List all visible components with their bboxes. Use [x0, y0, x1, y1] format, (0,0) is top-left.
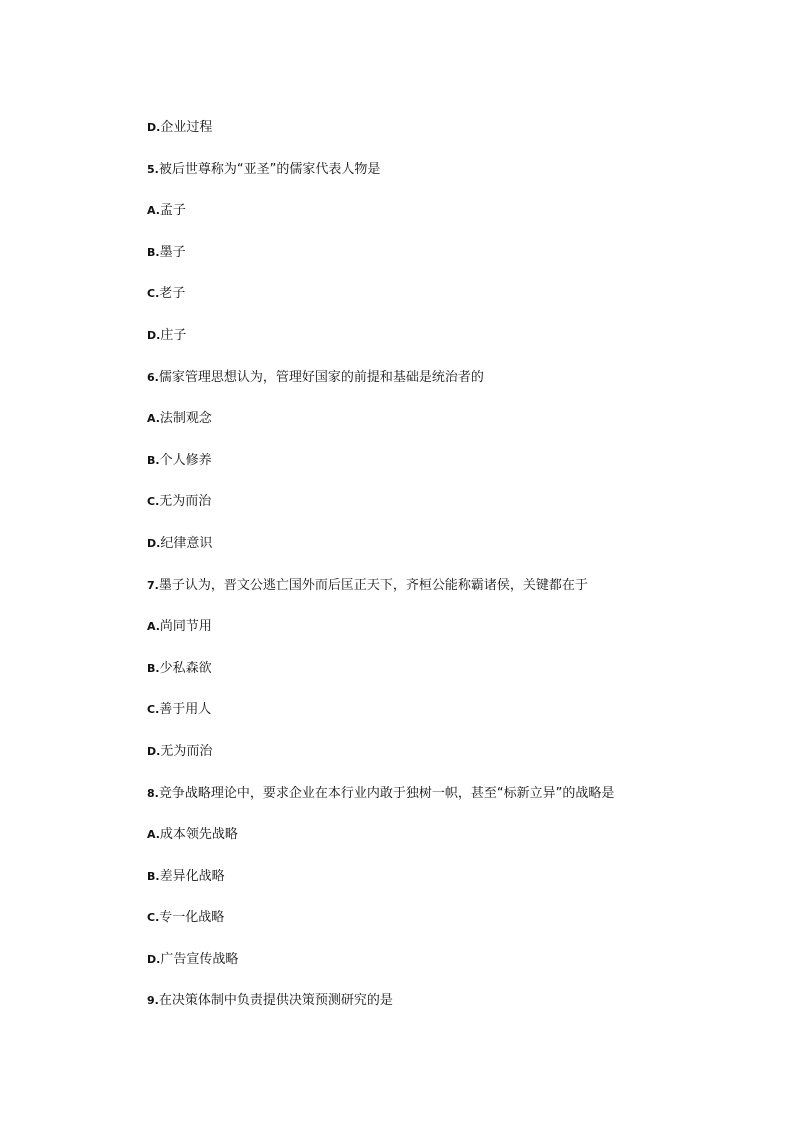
- question-line: 8.竞争战略理论中，要求企业在本行业内敢于独树一帜，甚至“标新立异”的战略是: [147, 785, 615, 801]
- option-line: A.尚同节用: [147, 619, 212, 635]
- option-line: C.专一化战略: [147, 910, 225, 926]
- question-line: 6.儒家管理思想认为，管理好国家的前提和基础是统治者的: [147, 369, 484, 385]
- question-line: 9.在决策体制中负责提供决策预测研究的是: [147, 993, 393, 1009]
- question-line: 7.墨子认为，晋文公逃亡国外而后匡正天下，齐桓公能称霸诸侯，关键都在于: [147, 577, 588, 593]
- option-line: D.广告宣传战略: [147, 951, 239, 967]
- option-line: B.少私森欲: [147, 660, 212, 676]
- option-line: D.无为而治: [147, 743, 213, 759]
- option-line: A.孟子: [147, 203, 186, 219]
- option-line: C.无为而治: [147, 494, 212, 510]
- option-line: B.差异化战略: [147, 868, 225, 884]
- question-list: [147, 119, 747, 1034]
- option-line: B.个人修养: [147, 452, 212, 468]
- option-line: B.墨子: [147, 244, 186, 260]
- option-line: A.法制观念: [147, 411, 212, 427]
- option-line: C.善于用人: [147, 702, 212, 718]
- question-line: 5.被后世尊称为“亚圣”的儒家代表人物是: [147, 161, 381, 177]
- option-line: D.企业过程: [147, 120, 213, 135]
- option-line: C.老子: [147, 286, 186, 302]
- option-line: D.庄子: [147, 327, 187, 343]
- option-line: D.纪律意识: [147, 535, 213, 551]
- option-line: A.成本领先战略: [147, 827, 238, 843]
